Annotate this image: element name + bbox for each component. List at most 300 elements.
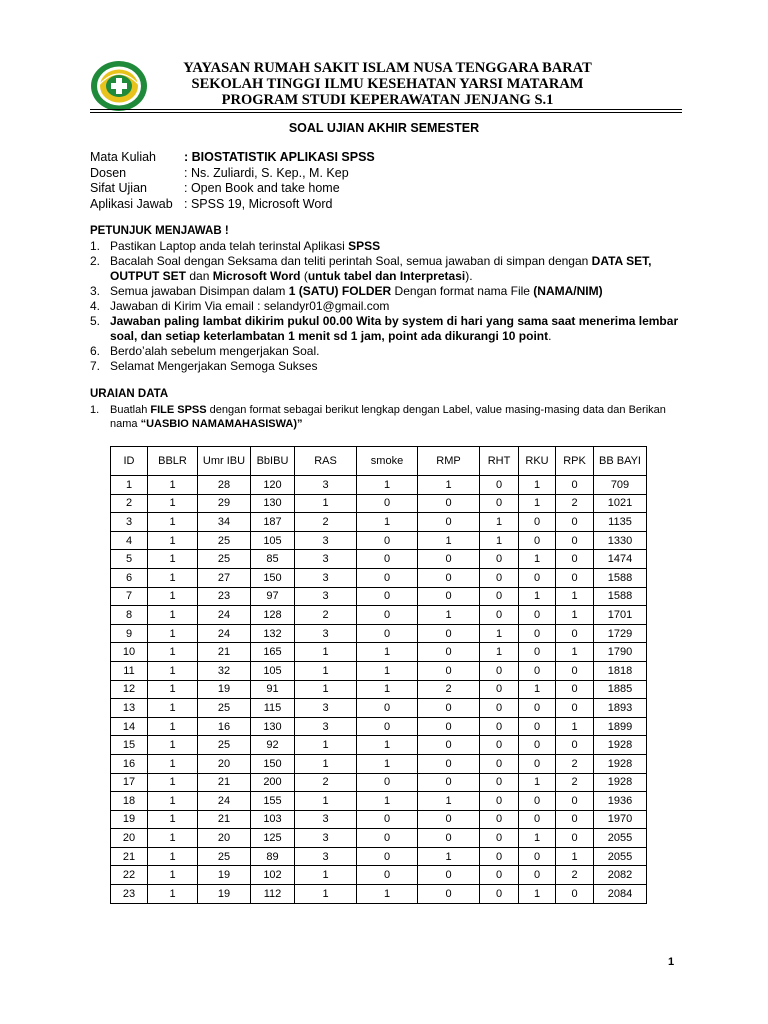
table-row: [111, 531, 647, 550]
table-row: [111, 717, 647, 736]
table-cell: 1: [295, 680, 357, 699]
task-number: 1.: [90, 404, 100, 416]
table-cell: 0: [357, 624, 418, 643]
table-cell: 24: [198, 606, 251, 625]
table-cell: 0: [556, 550, 594, 569]
table-cell: 0: [357, 550, 418, 569]
table-cell: 1818: [594, 661, 647, 680]
instruction-bold-part: 1 (SATU) FOLDER: [288, 284, 392, 298]
table-cell: 19: [198, 885, 251, 904]
table-cell: 1: [480, 513, 519, 532]
data-task: [90, 403, 690, 431]
table-cell: 105: [251, 661, 295, 680]
table-cell: 0: [480, 773, 519, 792]
table-cell: 115: [251, 699, 295, 718]
table-cell: 92: [251, 736, 295, 755]
table-cell: 1790: [594, 643, 647, 662]
table-cell: 16: [111, 754, 148, 773]
table-cell: 1: [519, 829, 556, 848]
table-cell: 0: [519, 847, 556, 866]
table-cell: 0: [519, 606, 556, 625]
table-row: [111, 885, 647, 904]
lecturer-value: : Ns. Zuliardi, S. Kep., M. Kep: [184, 165, 349, 180]
instruction-bold-part: (NAMA/NIM): [533, 284, 603, 298]
table-row: [111, 847, 647, 866]
table-cell: 2084: [594, 885, 647, 904]
table-cell: 0: [556, 661, 594, 680]
table-cell: 125: [251, 829, 295, 848]
table-cell: 25: [198, 699, 251, 718]
table-cell: 1: [519, 476, 556, 495]
table-cell: 1588: [594, 568, 647, 587]
table-cell: 1: [295, 792, 357, 811]
table-cell: 20: [198, 754, 251, 773]
table-cell: 1: [519, 885, 556, 904]
table-cell: 2082: [594, 866, 647, 885]
table-cell: 1: [357, 885, 418, 904]
table-cell: 1: [519, 494, 556, 513]
table-cell: 0: [418, 624, 480, 643]
table-cell: 0: [519, 568, 556, 587]
column-header: BBLR: [148, 447, 198, 476]
table-cell: 3: [295, 624, 357, 643]
table-cell: 155: [251, 792, 295, 811]
column-header: BbIBU: [251, 447, 295, 476]
instruction-text-part: (: [300, 269, 308, 283]
table-cell: 9: [111, 624, 148, 643]
table-cell: 13: [111, 699, 148, 718]
info-row-application: [90, 197, 375, 213]
table-cell: 0: [556, 476, 594, 495]
table-cell: 1135: [594, 513, 647, 532]
instruction-text: Jawaban di Kirim Via email : selandyr01@gmail.com: [110, 299, 390, 313]
table-cell: 0: [519, 866, 556, 885]
column-header: smoke: [357, 447, 418, 476]
table-cell: 21: [198, 643, 251, 662]
course-info: [90, 150, 375, 212]
header-line-college: SEKOLAH TINGGI ILMU KESEHATAN YARSI MATARAM: [191, 76, 584, 92]
table-cell: 0: [418, 885, 480, 904]
table-cell: 23: [111, 885, 148, 904]
table-cell: 97: [251, 587, 295, 606]
table-cell: 0: [556, 531, 594, 550]
table-cell: 0: [418, 699, 480, 718]
table-cell: 0: [480, 847, 519, 866]
exam-type-value: : Open Book and take home: [184, 181, 340, 195]
table-cell: 24: [198, 624, 251, 643]
table-cell: 1: [418, 476, 480, 495]
lecturer-label: Dosen: [90, 165, 127, 180]
table-cell: 1899: [594, 717, 647, 736]
table-cell: 1: [357, 680, 418, 699]
table-row: [111, 754, 647, 773]
table-cell: 0: [418, 810, 480, 829]
table-cell: 22: [111, 866, 148, 885]
table-cell: 128: [251, 606, 295, 625]
table-cell: 3: [295, 699, 357, 718]
instruction-text-part: Semua jawaban Disimpan dalam: [110, 284, 289, 298]
instruction-number: 5.: [90, 314, 101, 328]
table-cell: 130: [251, 494, 295, 513]
table-cell: 0: [480, 680, 519, 699]
column-header: RHT: [480, 447, 519, 476]
table-cell: 2: [295, 606, 357, 625]
table-cell: 0: [519, 531, 556, 550]
table-cell: 0: [418, 866, 480, 885]
table-cell: 1936: [594, 792, 647, 811]
instruction-number: 7.: [90, 359, 101, 373]
task-bold-part: FILE SPSS: [150, 404, 207, 416]
table-cell: 89: [251, 847, 295, 866]
table-cell: 1: [357, 792, 418, 811]
table-cell: 0: [519, 661, 556, 680]
instruction-text: [110, 284, 603, 299]
table-cell: 0: [519, 624, 556, 643]
table-cell: 19: [111, 810, 148, 829]
table-cell: 0: [357, 494, 418, 513]
table-cell: 14: [111, 717, 148, 736]
course-value: : BIOSTATISTIK APLIKASI SPSS: [184, 150, 375, 164]
table-cell: 0: [418, 513, 480, 532]
table-cell: 1: [148, 550, 198, 569]
table-cell: 1: [556, 717, 594, 736]
table-cell: 0: [519, 792, 556, 811]
column-header: RMP: [418, 447, 480, 476]
table-cell: 0: [556, 624, 594, 643]
table-cell: 0: [556, 568, 594, 587]
table-cell: 0: [418, 550, 480, 569]
table-cell: 1: [357, 661, 418, 680]
table-cell: 150: [251, 754, 295, 773]
info-row-lecturer: [90, 166, 375, 182]
table-cell: 1: [111, 476, 148, 495]
table-cell: 32: [198, 661, 251, 680]
info-row-exam-type: [90, 181, 375, 197]
table-cell: 1: [148, 513, 198, 532]
table-cell: 0: [357, 866, 418, 885]
table-cell: 2: [556, 494, 594, 513]
table-cell: 0: [480, 736, 519, 755]
task-text: [110, 403, 690, 431]
header-rule-thin: [90, 112, 682, 113]
table-cell: 25: [198, 531, 251, 550]
table-cell: 1: [295, 661, 357, 680]
table-cell: 0: [480, 792, 519, 811]
task-bold-part: “UASBIO NAMAMAHASISWA)”: [140, 418, 303, 430]
table-cell: 1: [148, 587, 198, 606]
table-cell: 1: [519, 680, 556, 699]
data-table: [110, 446, 647, 904]
table-cell: 3: [295, 568, 357, 587]
page-number: 1: [668, 956, 675, 968]
table-row: [111, 736, 647, 755]
table-cell: 132: [251, 624, 295, 643]
table-cell: 2: [418, 680, 480, 699]
table-cell: 1: [148, 624, 198, 643]
table-cell: 1: [357, 643, 418, 662]
table-cell: 0: [480, 810, 519, 829]
table-row: [111, 513, 647, 532]
table-cell: 0: [556, 810, 594, 829]
table-cell: 91: [251, 680, 295, 699]
instruction-number: 3.: [90, 284, 101, 298]
table-cell: 1893: [594, 699, 647, 718]
table-cell: 15: [111, 736, 148, 755]
table-cell: 1: [357, 736, 418, 755]
table-cell: 0: [480, 550, 519, 569]
table-row: [111, 661, 647, 680]
instruction-item: [90, 239, 680, 254]
application-label: Aplikasi Jawab: [90, 196, 173, 211]
table-cell: 0: [357, 587, 418, 606]
instruction-item: [90, 359, 680, 374]
table-cell: 0: [418, 717, 480, 736]
instruction-item: [90, 344, 680, 359]
table-row: [111, 476, 647, 495]
instruction-number: 6.: [90, 344, 101, 358]
table-cell: 0: [556, 792, 594, 811]
table-cell: 8: [111, 606, 148, 625]
table-cell: 0: [519, 643, 556, 662]
table-cell: 0: [357, 847, 418, 866]
instruction-text: [110, 239, 380, 254]
table-cell: 0: [480, 606, 519, 625]
table-cell: 0: [519, 513, 556, 532]
column-header: RKU: [519, 447, 556, 476]
course-label: Mata Kuliah: [90, 150, 157, 164]
instruction-bold-part: untuk tabel dan Interpretasi: [307, 269, 466, 283]
table-cell: 3: [295, 847, 357, 866]
table-cell: 0: [418, 736, 480, 755]
table-cell: 1928: [594, 736, 647, 755]
table-cell: 0: [480, 661, 519, 680]
instruction-text: [110, 254, 680, 284]
table-cell: 0: [418, 829, 480, 848]
table-row: [111, 829, 647, 848]
table-cell: 0: [480, 699, 519, 718]
table-cell: 2: [556, 866, 594, 885]
table-cell: 0: [480, 476, 519, 495]
column-header: ID: [111, 447, 148, 476]
table-cell: 3: [295, 550, 357, 569]
table-cell: 0: [480, 587, 519, 606]
table-cell: 3: [295, 717, 357, 736]
table-cell: 102: [251, 866, 295, 885]
table-cell: 0: [357, 606, 418, 625]
table-cell: 0: [519, 754, 556, 773]
institution-header: [160, 60, 615, 108]
table-cell: 11: [111, 661, 148, 680]
table-body: [111, 476, 647, 904]
instruction-text-part: .: [548, 329, 552, 343]
table-cell: 25: [198, 847, 251, 866]
table-cell: 2055: [594, 829, 647, 848]
column-header: RAS: [295, 447, 357, 476]
instruction-text-part: dan: [186, 269, 213, 283]
table-cell: 5: [111, 550, 148, 569]
table-cell: 1: [295, 866, 357, 885]
table-cell: 1: [418, 606, 480, 625]
table-cell: 0: [418, 754, 480, 773]
instruction-text-part: Dengan format nama File: [391, 284, 534, 298]
table-cell: 1: [480, 643, 519, 662]
table-row: [111, 643, 647, 662]
table-cell: 0: [480, 866, 519, 885]
table-cell: 0: [556, 699, 594, 718]
table-cell: 1: [148, 568, 198, 587]
table-cell: 1: [556, 847, 594, 866]
table-cell: 0: [480, 568, 519, 587]
table-cell: 3: [295, 587, 357, 606]
table-row: [111, 680, 647, 699]
table-cell: 709: [594, 476, 647, 495]
table-row: [111, 792, 647, 811]
table-row: [111, 550, 647, 569]
table-row: [111, 606, 647, 625]
table-row: [111, 773, 647, 792]
data-section-title: URAIAN DATA: [90, 388, 169, 400]
table-cell: 187: [251, 513, 295, 532]
table-cell: 1: [480, 531, 519, 550]
exam-title: SOAL UJIAN AKHIR SEMESTER: [288, 121, 480, 135]
table-cell: 1: [148, 885, 198, 904]
table-header-row: [111, 447, 647, 476]
table-cell: 112: [251, 885, 295, 904]
table-cell: 3: [295, 829, 357, 848]
table-cell: 1729: [594, 624, 647, 643]
table-cell: 25: [198, 550, 251, 569]
table-cell: 0: [519, 699, 556, 718]
table-cell: 1: [519, 587, 556, 606]
table-cell: 28: [198, 476, 251, 495]
table-cell: 27: [198, 568, 251, 587]
table-cell: 16: [198, 717, 251, 736]
table-cell: 3: [295, 476, 357, 495]
instruction-number: 2.: [90, 254, 101, 268]
table-cell: 2: [295, 773, 357, 792]
table-cell: 6: [111, 568, 148, 587]
table-cell: 24: [198, 792, 251, 811]
table-cell: 0: [418, 568, 480, 587]
table-cell: 21: [111, 847, 148, 866]
table-row: [111, 494, 647, 513]
table-cell: 7: [111, 587, 148, 606]
table-cell: 2: [295, 513, 357, 532]
table-row: [111, 624, 647, 643]
table-cell: 2: [556, 754, 594, 773]
application-value: : SPSS 19, Microsoft Word: [184, 196, 333, 211]
table-cell: 1: [295, 885, 357, 904]
table-cell: 1: [148, 847, 198, 866]
table-cell: 1: [148, 792, 198, 811]
table-cell: 19: [198, 866, 251, 885]
table-cell: 3: [295, 531, 357, 550]
table-cell: 1: [519, 550, 556, 569]
table-cell: 0: [418, 587, 480, 606]
instruction-number: 1.: [90, 239, 101, 253]
table-cell: 1: [148, 754, 198, 773]
table-cell: 20: [198, 829, 251, 848]
table-cell: 1885: [594, 680, 647, 699]
table-cell: 1474: [594, 550, 647, 569]
table-cell: 0: [357, 773, 418, 792]
table-cell: 0: [357, 699, 418, 718]
table-cell: 10: [111, 643, 148, 662]
instruction-text-part: Pastikan Laptop anda telah terinstal Aplikasi: [110, 239, 349, 253]
table-cell: 1: [148, 810, 198, 829]
table-cell: 1588: [594, 587, 647, 606]
header-rule-thick: [90, 109, 682, 110]
table-cell: 165: [251, 643, 295, 662]
table-cell: 0: [519, 736, 556, 755]
task-text-part: dengan format sebagai berikut lengkap dengan Label, value masing-masing data dan Berikan nama: [110, 404, 666, 430]
table-cell: 25: [198, 736, 251, 755]
table-cell: 200: [251, 773, 295, 792]
table-cell: 3: [295, 810, 357, 829]
table-row: [111, 810, 647, 829]
table-row: [111, 866, 647, 885]
table-cell: 1: [357, 754, 418, 773]
instruction-item: [90, 299, 680, 314]
instruction-bold-part: SPSS: [348, 239, 381, 253]
table-cell: 0: [480, 885, 519, 904]
table-cell: 0: [418, 643, 480, 662]
table-cell: 2: [556, 773, 594, 792]
table-cell: 1: [148, 606, 198, 625]
table-cell: 1: [418, 847, 480, 866]
table-cell: 1: [418, 531, 480, 550]
table-cell: 2: [111, 494, 148, 513]
table-cell: 17: [111, 773, 148, 792]
table-cell: 150: [251, 568, 295, 587]
table-cell: 1: [148, 680, 198, 699]
table-cell: 1: [519, 773, 556, 792]
table-cell: 18: [111, 792, 148, 811]
table-cell: 130: [251, 717, 295, 736]
table-cell: 34: [198, 513, 251, 532]
table-cell: 1: [295, 754, 357, 773]
table-row: [111, 587, 647, 606]
task-text-part: Buatlah: [110, 404, 151, 416]
instruction-bold-part: Microsoft Word: [212, 269, 301, 283]
table-cell: 1928: [594, 754, 647, 773]
instruction-bold-part: DATA SET, OUTPUT SET: [110, 254, 652, 283]
header-line-foundation: YAYASAN RUMAH SAKIT ISLAM NUSA TENGGARA BARAT: [183, 60, 592, 76]
table-cell: 4: [111, 531, 148, 550]
table-cell: 85: [251, 550, 295, 569]
table-cell: 1: [556, 643, 594, 662]
table-cell: 0: [480, 494, 519, 513]
table-cell: 1: [148, 643, 198, 662]
table-cell: 0: [556, 885, 594, 904]
table-cell: 1: [295, 643, 357, 662]
column-header: Umr IBU: [198, 447, 251, 476]
table-cell: 1: [357, 476, 418, 495]
table-cell: 1: [148, 531, 198, 550]
table-cell: 1701: [594, 606, 647, 625]
table-cell: 105: [251, 531, 295, 550]
institution-logo: [90, 60, 148, 112]
instruction-number: 4.: [90, 299, 101, 313]
table-cell: 0: [357, 717, 418, 736]
table-cell: 0: [418, 661, 480, 680]
table-cell: 1: [148, 829, 198, 848]
instructions-list: [90, 239, 680, 374]
table-cell: 1: [357, 513, 418, 532]
table-cell: 3: [111, 513, 148, 532]
instruction-text: Selamat Mengerjakan Semoga Sukses: [110, 359, 318, 373]
instruction-item: [90, 254, 680, 284]
